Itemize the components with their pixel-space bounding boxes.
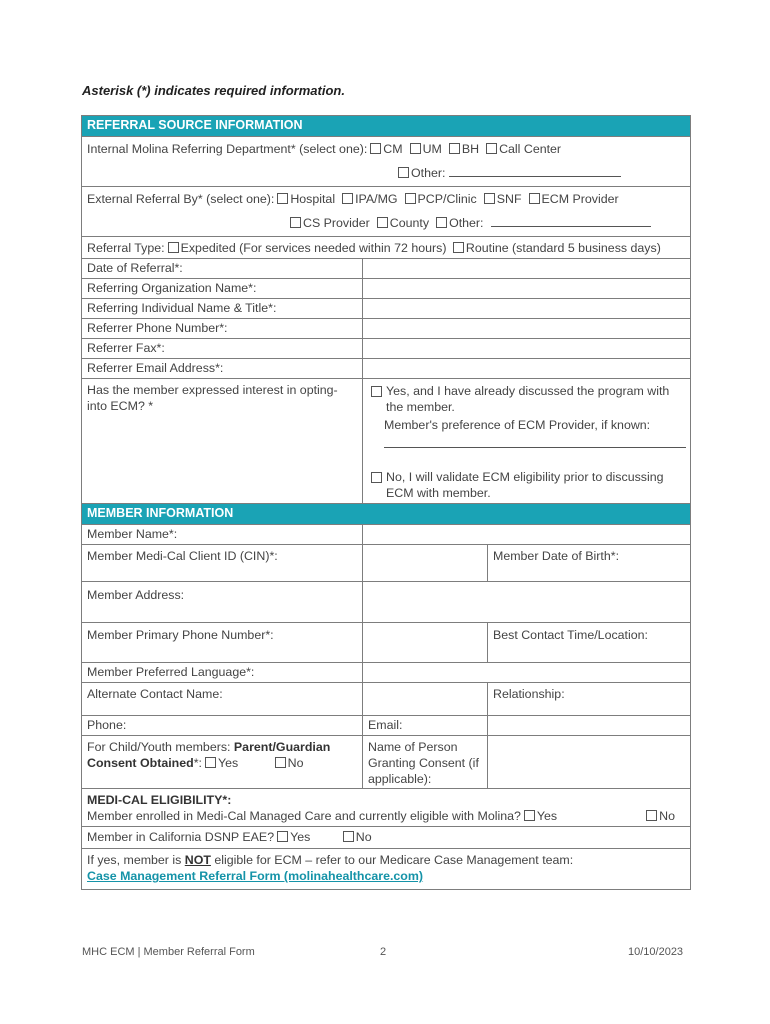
preferred-language-input[interactable] — [363, 663, 691, 683]
checkbox-icon[interactable] — [529, 193, 540, 204]
relationship-label: Relationship: — [488, 683, 691, 716]
interest-yes-option[interactable]: Yes, and I have already discussed the program with the member. — [368, 383, 685, 417]
external-referral-label: External Referral By* (select one): — [87, 192, 275, 206]
checkbox-icon[interactable] — [370, 143, 381, 154]
alternate-email-input[interactable] — [488, 716, 691, 736]
option-cm[interactable]: CM — [367, 141, 402, 157]
member-cin-input[interactable] — [363, 545, 488, 582]
member-name-label: Member Name*: — [82, 525, 363, 545]
option-um[interactable]: UM — [407, 141, 442, 157]
footer-date: 10/10/2023 — [628, 946, 684, 958]
consent-person-label: Name of Person Granting Consent (if applicable): — [363, 736, 488, 789]
checkbox-icon[interactable] — [277, 193, 288, 204]
checkbox-icon[interactable] — [410, 143, 421, 154]
dsnp-question: Member in California DSNP EAE? — [87, 830, 275, 844]
option-expedited[interactable]: Expedited (For services needed within 72 hours) — [180, 241, 447, 255]
option-call-center[interactable]: Call Center — [483, 141, 561, 157]
interest-options — [363, 379, 691, 504]
checkbox-icon[interactable] — [398, 167, 409, 178]
checkbox-icon[interactable] — [371, 472, 382, 483]
case-management-referral-link[interactable]: Case Management Referral Form (molinahealthcare.com) — [87, 869, 424, 883]
checkbox-icon[interactable] — [524, 810, 535, 821]
ecm-preference-input[interactable] — [384, 435, 686, 448]
external-referral-row — [82, 187, 691, 237]
internal-other-input[interactable] — [449, 166, 621, 177]
checkbox-icon[interactable] — [449, 143, 460, 154]
option-routine[interactable]: Routine (standard 5 business days) — [465, 241, 661, 255]
member-section-header: MEMBER INFORMATION — [82, 504, 691, 525]
checkbox-icon[interactable] — [646, 810, 657, 821]
referral-form-table — [81, 115, 691, 890]
member-address-label: Member Address: — [82, 582, 363, 623]
checkbox-icon[interactable] — [290, 217, 301, 228]
alternate-contact-input[interactable] — [363, 683, 488, 716]
option-external-other[interactable]: Other: — [433, 215, 483, 231]
field-label: Referrer Email Address*: — [82, 359, 363, 379]
enrolled-no-option[interactable]: No — [643, 808, 675, 824]
alternate-email-label: Email: — [363, 716, 488, 736]
checkbox-icon[interactable] — [168, 242, 179, 253]
field-label: Referrer Phone Number*: — [82, 319, 363, 339]
option-ecm-provider[interactable]: ECM Provider — [526, 191, 619, 207]
external-other-input[interactable] — [491, 216, 651, 227]
option-ipa-mg[interactable]: IPA/MG — [339, 191, 397, 207]
referrer-email-input[interactable] — [363, 359, 691, 379]
referring-org-input[interactable] — [363, 279, 691, 299]
medical-enrolled-question: Member enrolled in Medi-Cal Managed Care and currently eligible with Molina? — [87, 809, 521, 823]
member-phone-label: Member Primary Phone Number*: — [82, 623, 363, 663]
checkbox-icon[interactable] — [342, 193, 353, 204]
not-eligible-row: If yes, member is NOT eligible for ECM – refer to our Medicare Case Management team: Case Management Referral Form (molinahealthcare.com) — [82, 849, 691, 890]
checkbox-icon[interactable] — [436, 217, 447, 228]
preferred-language-label: Member Preferred Language*: — [82, 663, 363, 683]
dsnp-row — [82, 827, 691, 849]
checkbox-icon[interactable] — [377, 217, 388, 228]
checkbox-icon[interactable] — [205, 757, 216, 768]
required-note: Asterisk (*) indicates required information. — [82, 83, 345, 98]
referral-type-row — [82, 237, 691, 259]
checkbox-icon[interactable] — [371, 386, 382, 397]
dsnp-no-option[interactable]: No — [355, 830, 372, 844]
member-dob-label: Member Date of Birth*: — [488, 545, 691, 582]
alternate-phone-label: Phone: — [82, 716, 363, 736]
page-number: 2 — [380, 946, 387, 958]
internal-department-label: Internal Molina Referring Department* (select one): — [87, 142, 368, 156]
alternate-contact-label: Alternate Contact Name: — [82, 683, 363, 716]
checkbox-icon[interactable] — [277, 831, 288, 842]
internal-other-option[interactable]: Other: — [87, 165, 685, 183]
referrer-phone-input[interactable] — [363, 319, 691, 339]
field-label: Referrer Fax*: — [82, 339, 363, 359]
interest-label: Has the member expressed interest in opting-into ECM? * — [82, 379, 363, 504]
referral-section-header: REFERRAL SOURCE INFORMATION — [82, 116, 691, 137]
checkbox-icon[interactable] — [486, 143, 497, 154]
medical-eligibility-row — [82, 789, 691, 827]
member-address-input[interactable] — [363, 582, 691, 623]
medical-eligibility-title: MEDI-CAL ELIGIBILITY*: — [87, 793, 232, 807]
option-snf[interactable]: SNF — [481, 191, 522, 207]
best-contact-label: Best Contact Time/Location: — [488, 623, 691, 663]
checkbox-icon[interactable] — [484, 193, 495, 204]
dsnp-yes-option[interactable]: Yes — [290, 830, 311, 844]
ecm-preference-label: Member's preference of ECM Provider, if known: — [384, 418, 651, 432]
footer-title: MHC ECM | Member Referral Form — [82, 946, 255, 958]
option-hospital[interactable]: Hospital — [274, 191, 335, 207]
checkbox-icon[interactable] — [453, 242, 464, 253]
field-label: Referring Organization Name*: — [82, 279, 363, 299]
referrer-fax-input[interactable] — [363, 339, 691, 359]
internal-department-row — [82, 137, 691, 187]
checkbox-icon[interactable] — [343, 831, 354, 842]
checkbox-icon[interactable] — [275, 757, 286, 768]
member-cin-label: Member Medi-Cal Client ID (CIN)*: — [82, 545, 363, 582]
member-phone-input[interactable] — [363, 623, 488, 663]
consent-row: For Child/Youth members: Parent/Guardian Consent Obtained*: Yes No — [82, 736, 363, 789]
option-cs-provider[interactable]: CS Provider — [287, 215, 370, 231]
referring-individual-input[interactable] — [363, 299, 691, 319]
option-bh[interactable]: BH — [446, 141, 479, 157]
field-label: Date of Referral*: — [82, 259, 363, 279]
referral-type-label: Referral Type: — [87, 241, 165, 255]
member-name-input[interactable] — [363, 525, 691, 545]
checkbox-icon[interactable] — [405, 193, 416, 204]
enrolled-yes-option[interactable]: Yes — [536, 809, 558, 823]
interest-no-option[interactable]: No, I will validate ECM eligibility prior to discussing ECM with member. — [368, 469, 685, 502]
option-county[interactable]: County — [374, 215, 429, 231]
field-label: Referring Individual Name & Title*: — [82, 299, 363, 319]
consent-yes-option[interactable]: Yes — [217, 756, 239, 770]
consent-person-input[interactable] — [488, 736, 691, 789]
option-pcp-clinic[interactable]: PCP/Clinic — [402, 191, 477, 207]
date-of-referral-input[interactable] — [363, 259, 691, 279]
consent-no-option[interactable]: No — [287, 756, 304, 770]
